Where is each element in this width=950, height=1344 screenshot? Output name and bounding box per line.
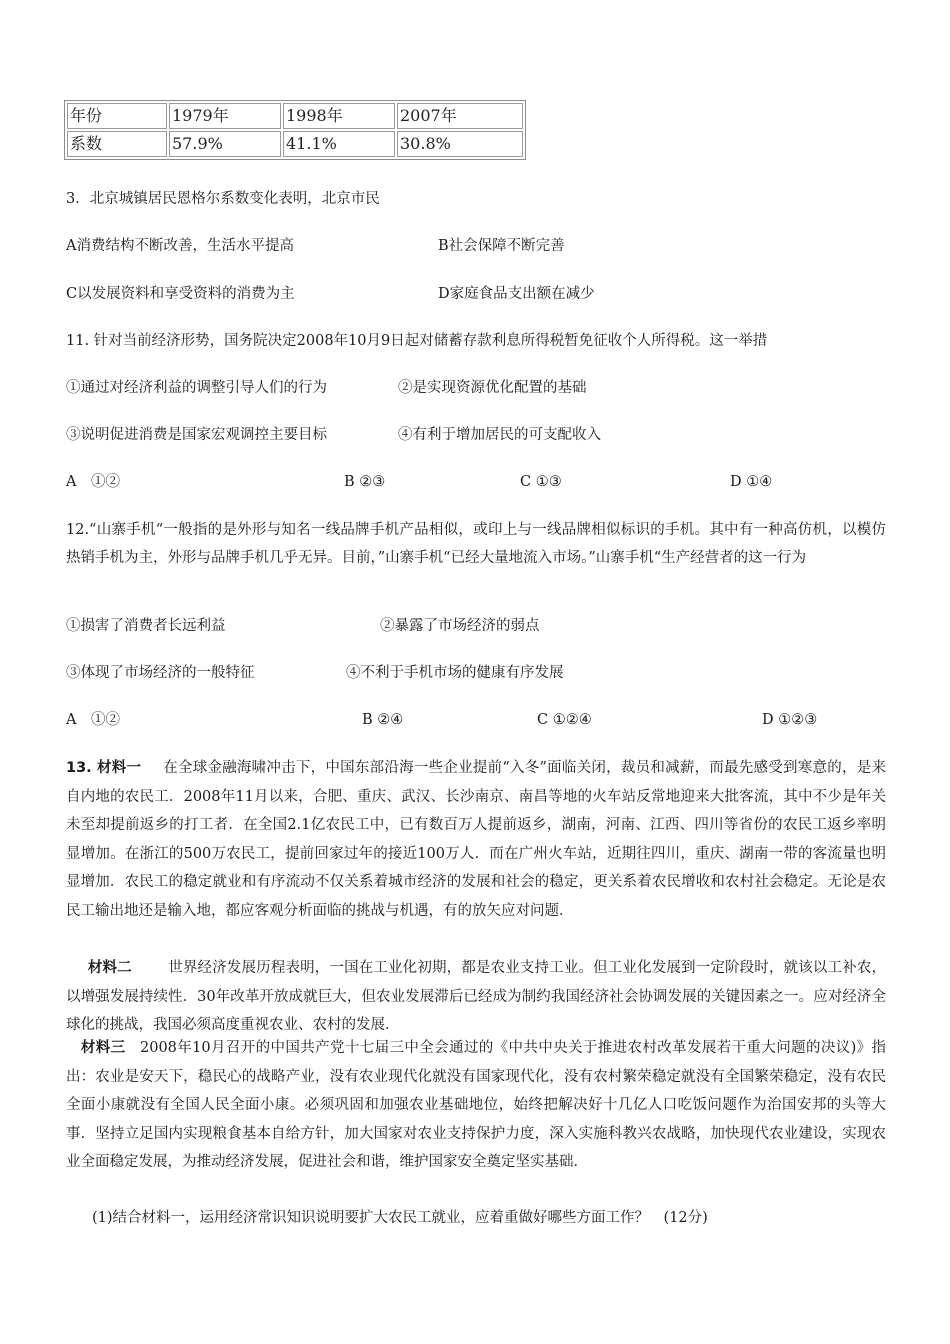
q3-option-a: A消费结构不断改善，生活水平提高 [66, 238, 294, 254]
table-cell: 1979年 [169, 103, 281, 129]
q12-statement-4: ④不利于手机市场的健康有序发展 [346, 665, 564, 681]
q12-statement-1: ①损害了消费者长远利益 [66, 618, 226, 634]
q12-choice-b: B ②④ [362, 712, 404, 728]
table-cell: 1998年 [283, 103, 395, 129]
q12-choice-c: C ①②④ [537, 712, 592, 728]
q13-material-3 [66, 1034, 886, 1177]
q11-statement-1: ①通过对经济利益的调整引导人们的行为 [66, 380, 327, 396]
q13-subquestion-1: (1)结合材料一，运用经济常识知识说明要扩大农民工就业，应着重做好哪些方面工作？ (12分) [92, 1210, 708, 1226]
engel-coefficient-table [64, 100, 526, 160]
material-3-text: 2008年10月召开的中国共产党十七届三中全会通过的《中共中央关于推进农村改革发展若干重大问题的决议)》指出：农业是安天下，稳民心的战略产业，没有农业现代化就没有国家现代化，没有农村繁荣稳定就没有全国繁荣稳定，没有农民全面小康就没有全国人民全面小康。必须巩固和加强农业基础地位，始终把解决好十几亿人口吃饭问题作为治国安邦的头等大事．坚持立足国内实现粮食基本自给方针，加大国家对农业支持保护力度，深入实施科教兴农战略，加快现代农业建设，实现农业全面稳定发展，为推动经济发展，促进社会和谐，维护国家安全奠定坚实基础． [66, 1040, 886, 1170]
q13-material-2 [66, 954, 886, 1040]
q3-option-c: C以发展资料和享受资料的消费为主 [66, 286, 295, 302]
q12-choice-a: A ①② [66, 712, 120, 728]
table-row [67, 131, 523, 157]
q3-option-b: B社会保障不断完善 [438, 238, 565, 254]
table-cell: 年份 [67, 103, 167, 129]
q11-statement-3: ③说明促进消费是国家宏观调控主要目标 [66, 427, 327, 443]
table-cell: 57.9% [169, 131, 281, 157]
q11-stem: 11. 针对当前经济形势，国务院决定2008年10月9日起对储蓄存款利息所得税暂免征收个人所得税。这一举措 [66, 333, 768, 349]
material-1-label: 13. 材料一 [66, 760, 142, 776]
q11-statement-4: ④有利于增加居民的可支配收入 [398, 427, 601, 443]
q12-statement-3: ③体现了市场经济的一般特征 [66, 665, 255, 681]
material-3-label: 材料三 [80, 1040, 126, 1056]
q11-choice-b: B ②③ [344, 474, 386, 490]
q3-option-d: D家庭食品支出额在减少 [438, 286, 595, 302]
q11-choice-c: C ①③ [520, 474, 562, 490]
q12-choice-d: D ①②③ [762, 712, 818, 728]
q12-statement-2: ②暴露了市场经济的弱点 [380, 618, 540, 634]
q3-stem: 3．北京城镇居民恩格尔系数变化表明，北京市民 [66, 191, 380, 207]
q13-material-1 [66, 754, 886, 925]
table-cell: 41.1% [283, 131, 395, 157]
q11-statement-2: ②是实现资源优化配置的基础 [398, 380, 587, 396]
material-2-label: 材料二 [87, 960, 132, 976]
table-cell: 2007年 [397, 103, 523, 129]
table-row [67, 103, 523, 129]
table-cell: 系数 [67, 131, 167, 157]
q12-stem: 12.“山寨手机“一般指的是外形与知名一线品牌手机产品相似，或印上与一线品牌相似标识的手机。其中有一种高仿机，以模仿热销手机为主，外形与品牌手机几乎无异。目前，”山寨手机“已经大量地流入市场。”山寨手机“生产经营者的这一行为 [66, 522, 886, 566]
q11-choice-a: A ①② [66, 474, 120, 490]
table-cell: 30.8% [397, 131, 523, 157]
material-2-text: 世界经济发展历程表明，一国在工业化初期，都是农业支持工业。但工业化发展到一定阶段时，就该以工补农，以增强发展持续性．30年改革开放成就巨大，但农业发展滞后已经成为制约我国经济社会协调发展的关键因素之一。应对经济全球化的挑战，我国必须高度重视农业、农村的发展． [66, 960, 887, 1033]
q11-choice-d: D ①④ [730, 474, 773, 490]
material-1-text: 在全球金融海啸冲击下，中国东部沿海一些企业提前“入冬”面临关闭，裁员和减薪，而最先感受到寒意的，是来自内地的农民工．2008年11月以来，合肥、重庆、武汉、长沙南京、南昌等地的火车站反常地迎来大批客流，其中不少是年关未至却提前返乡的打工者．在全国2.1亿农民工中，已有数百万人提前返乡，湖南，河南、江西、四川等省份的农民工返乡率明显增加。在浙江的500万农民工，提前回家过年的接近100万人．而在广州火车站，近期往四川，重庆、湖南一带的客流量也明显增加．农民工的稳定就业和有序流动不仅关系着城市经济的发展和社会的稳定，更关系着农民增收和农村社会稳定。无论是农民工输出地还是输入地，都应客观分析面临的挑战与机遇，有的放矢应对问题． [66, 760, 887, 919]
